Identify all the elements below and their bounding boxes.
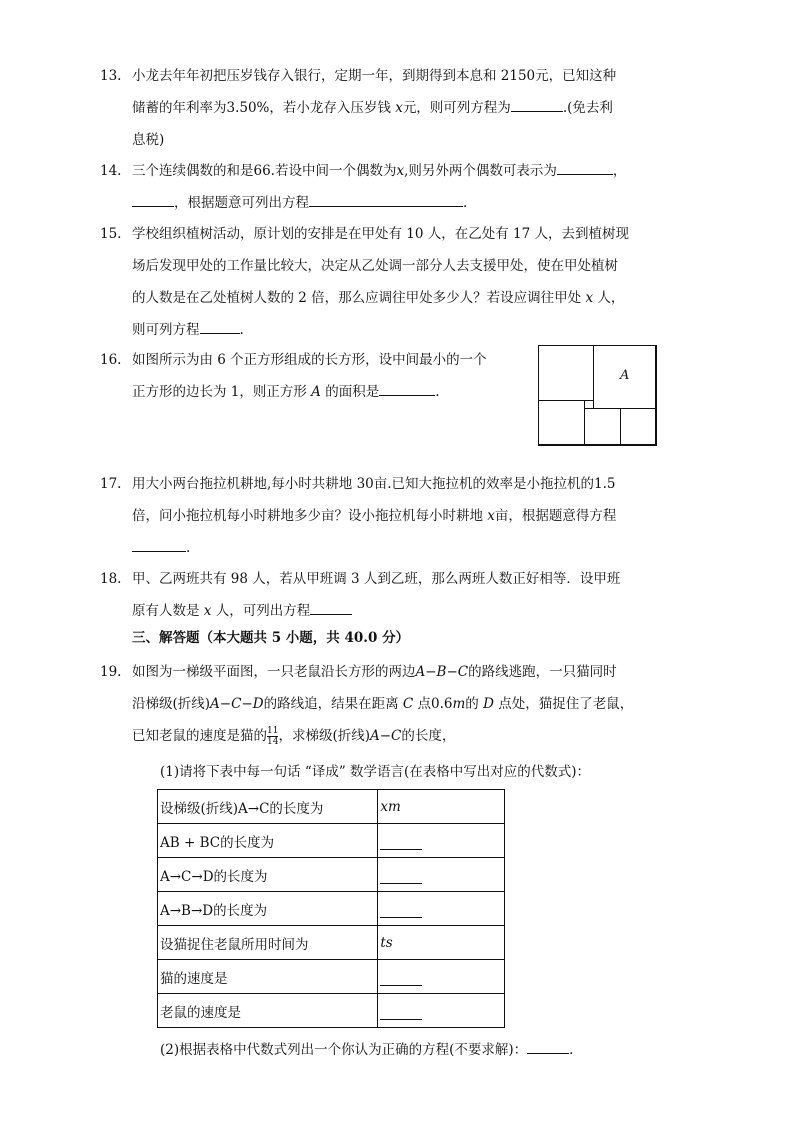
variable: D (483, 696, 494, 712)
question-number: 16. (100, 352, 122, 368)
text-segment: 元，则可列方程为 (402, 100, 511, 116)
table-row (158, 926, 505, 960)
table-row (158, 960, 505, 994)
question-number: 17. (100, 476, 122, 492)
math-expression: A−C−D (210, 696, 264, 712)
table-row (158, 824, 505, 858)
text-segment: 人，可列出方程 (211, 603, 311, 619)
text-segment: 的路线逃跑，一只猫同时 (468, 664, 617, 680)
question-text (132, 187, 672, 219)
question-text (132, 218, 672, 250)
question-18 (100, 563, 672, 627)
text-segment: 储蓄的年利率为3.50%，若小龙存入压岁钱 (132, 100, 396, 116)
square-top-left (538, 345, 594, 401)
text-segment: . (569, 1042, 574, 1058)
question-text (132, 500, 672, 532)
text-segment: .(免去利 (562, 100, 613, 116)
text-segment: 小龙去年年初把压岁钱存入银行，定期一年，到期得到本息和 2150元，已知这种 (132, 68, 617, 84)
text-segment: . (239, 322, 244, 338)
question-text (132, 60, 672, 92)
question-text (132, 468, 672, 500)
table-cell-label: 老鼠的速度是 (158, 994, 378, 1028)
answer-blank[interactable] (132, 537, 186, 552)
text-segment: 倍，问小拖拉机每小时耕地多少亩？设小拖拉机每小时耕地 (132, 508, 488, 524)
text-segment: 息税) (132, 132, 165, 148)
question-text (132, 563, 672, 595)
table-cell-answer[interactable] (378, 892, 505, 926)
question-number: 19. (100, 664, 122, 680)
question-text (132, 250, 672, 282)
table-row (158, 892, 505, 926)
text-segment: 的长度， (401, 728, 456, 744)
variable: A (311, 384, 321, 400)
text-segment: 已知老鼠的速度是猫的 (132, 728, 267, 744)
question-number: 15. (100, 226, 122, 242)
table-value: ts (380, 934, 393, 951)
text-segment: ， (612, 163, 627, 179)
square-a (593, 345, 657, 409)
table-row (158, 790, 505, 824)
text-segment: 正方形的边长为 1，则正方形 (132, 384, 312, 400)
variable: x (585, 290, 594, 306)
variable: C (402, 696, 414, 712)
math-expression: A−B−C (415, 664, 469, 680)
answer-blank[interactable] (380, 1005, 422, 1020)
text-segment: 学校组织植树活动，原计划的安排是在甲处有 10 人，在乙处有 17 人，去到植树现 (132, 226, 630, 242)
variable: x (395, 100, 403, 116)
text-segment: (2)根据表格中代数式列出一个你认为正确的方程(不要求解)： (160, 1042, 528, 1058)
variable: x (203, 603, 212, 619)
question-text (132, 532, 672, 564)
question-14 (100, 155, 672, 219)
text-segment: 如图所示为由 6 个正方形组成的长方形，设中间最小的一个 (132, 352, 487, 368)
question-13 (100, 60, 672, 156)
table-cell-answer[interactable] (378, 858, 505, 892)
text-segment: 的路线追，结果在距离 (263, 696, 403, 712)
table-cell-answer[interactable] (378, 960, 505, 994)
text-segment: 原有人数是 (132, 603, 204, 619)
fraction (267, 726, 278, 747)
square-bottom-right (620, 408, 657, 446)
question-text (132, 314, 672, 346)
answer-blank[interactable] (379, 381, 435, 396)
square-bottom-middle (584, 408, 621, 446)
question-number: 18. (100, 571, 122, 587)
text-segment: 用大小两台拖拉机耕地,每小时共耕地 30亩.已知大拖拉机的效率是小拖拉机的1.5 (132, 476, 616, 492)
text-segment: ,则另外两个偶数可表示为 (404, 163, 557, 179)
question-text (132, 656, 672, 688)
question-number: 13. (100, 68, 122, 84)
math-expression: A−C (370, 728, 402, 744)
text-segment: 甲、乙两班共有 98 人，若从甲班调 3 人到乙班，那么两班人数正好相等．设甲班 (132, 571, 621, 587)
text-segment: 点处，猫捉住了老鼠， (493, 696, 634, 712)
square-bottom-left (538, 400, 585, 446)
table-cell-answer[interactable] (378, 994, 505, 1028)
text-segment: ，根据题意可列出方程 (174, 195, 309, 211)
text-segment: . (435, 384, 440, 400)
text-segment: 人， (593, 290, 625, 306)
squares-figure (538, 345, 656, 445)
fraction-numerator: 11 (267, 726, 279, 736)
table-cell-answer (378, 790, 505, 824)
text-segment: 如图为一梯级平面图，一只老鼠沿长方形的两边 (132, 664, 416, 680)
text-segment: 亩，根据题意得方程 (494, 508, 617, 524)
question-15 (100, 218, 672, 346)
question-text (132, 124, 672, 156)
question-text (132, 155, 672, 187)
table-cell-label: 设猫捉住老鼠所用时间为 (158, 926, 378, 960)
question-text (132, 595, 672, 627)
variable: m (452, 696, 466, 712)
question-17 (100, 468, 672, 564)
table-cell-label: 猫的速度是 (158, 960, 378, 994)
question-text (132, 282, 672, 314)
text-segment: 的 (465, 696, 484, 712)
table-row (158, 858, 505, 892)
table-row (158, 994, 505, 1028)
answer-blank[interactable] (380, 903, 422, 918)
translation-table (157, 789, 505, 1028)
table-cell-answer[interactable] (378, 824, 505, 858)
answer-blank[interactable] (380, 835, 422, 850)
question-text (160, 1034, 680, 1066)
answer-blank[interactable] (132, 192, 174, 207)
part-1-instruction (132, 756, 672, 788)
question-text (132, 92, 672, 124)
question-text (132, 688, 672, 720)
question-text (132, 720, 672, 752)
table-cell-label: 设梯级(折线)A→C的长度为 (158, 790, 378, 824)
section-heading: 三、解答题（本大题共 5 小题，共 40.0 分） (132, 630, 410, 646)
text-segment: 三个连续偶数的和是66.若设中间一个偶数为 (132, 163, 397, 179)
part-2-instruction (160, 1034, 680, 1066)
question-19 (100, 656, 672, 788)
variable: x (487, 508, 495, 524)
text-segment: 沿梯级(折线) (132, 696, 211, 712)
table-cell-label: AB + BC的长度为 (158, 824, 378, 858)
text-segment: ，求梯级(折线) (278, 728, 370, 744)
table-cell-answer (378, 926, 505, 960)
text-segment: 的人数是在乙处植树人数的 2 倍，那么应调往甲处多少人？若设应调往甲处 (132, 290, 586, 306)
table-cell-label: A→B→D的长度为 (158, 892, 378, 926)
table-cell-label: A→C→D的长度为 (158, 858, 378, 892)
answer-blank[interactable] (310, 600, 352, 615)
text-segment: 点0.6 (413, 696, 453, 712)
text-segment: . (186, 540, 191, 556)
question-number: 14. (100, 163, 122, 179)
table-value: xm (380, 798, 401, 815)
fraction-denominator: 14 (267, 737, 279, 747)
answer-blank[interactable] (511, 97, 563, 112)
text-segment: 则可列方程 (132, 322, 200, 338)
answer-blank[interactable] (200, 319, 240, 334)
answer-blank[interactable] (380, 971, 422, 986)
answer-blank[interactable] (309, 192, 463, 207)
answer-blank[interactable] (380, 869, 422, 884)
answer-blank[interactable] (527, 1039, 569, 1054)
text-segment: . (463, 195, 468, 211)
text-segment: 场后发现甲处的工作量比较大，决定从乙处调一部分人去支援甲处，使在甲处植树 (132, 258, 618, 274)
text-segment: 的面积是 (320, 384, 380, 400)
variable: x (396, 163, 405, 179)
text-segment: (1)请将下表中每一句话 “译成” 数学语言(在表格中写出对应的代数式)： (160, 764, 591, 780)
square-a-label: A (620, 368, 630, 383)
answer-blank[interactable] (557, 160, 613, 175)
